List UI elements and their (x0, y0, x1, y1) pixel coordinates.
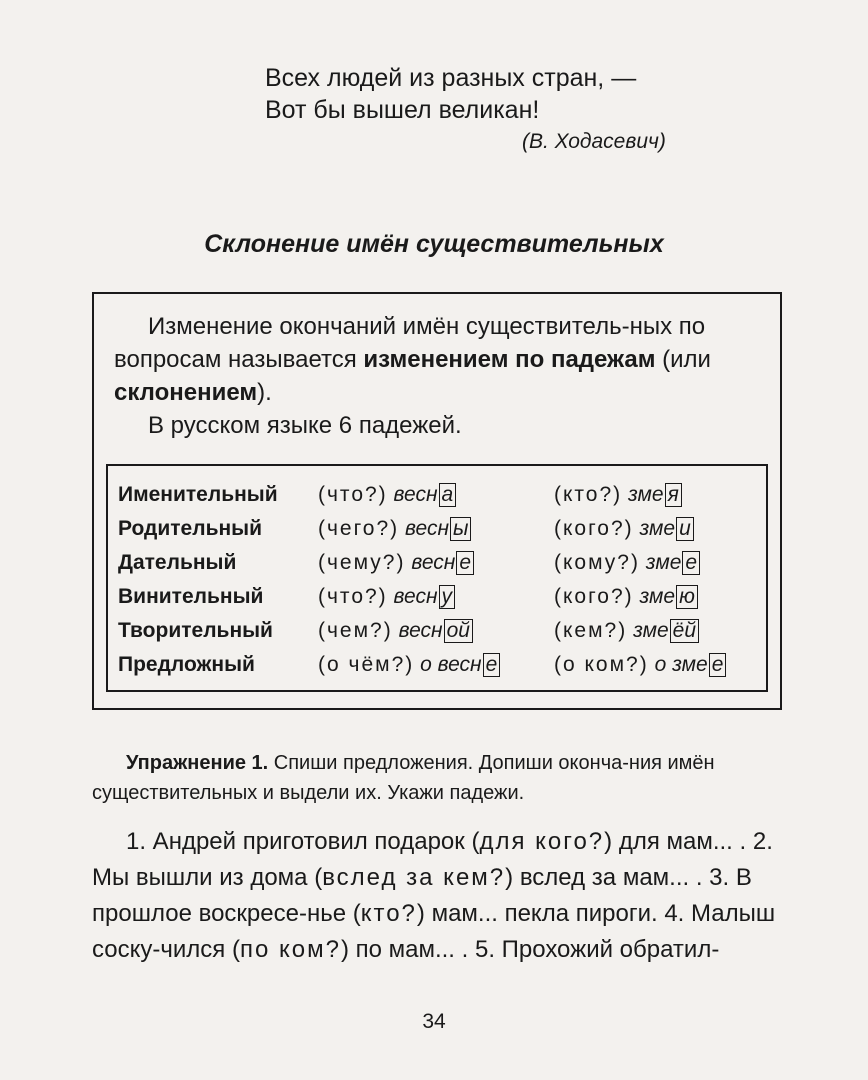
case-question: (кого?) (554, 585, 634, 608)
case-example-2 (554, 619, 699, 643)
case-name: Творительный (118, 619, 273, 642)
case-ending: и (676, 517, 694, 541)
case-example-2 (554, 551, 700, 575)
case-row-accusative (108, 582, 768, 616)
case-example-2 (554, 517, 694, 541)
case-word: весн (405, 517, 450, 540)
case-word: зме (633, 619, 669, 642)
case-ending: а (439, 483, 457, 507)
case-name: Именительный (118, 483, 278, 506)
case-row-nominative (108, 480, 768, 514)
case-row-genitive (108, 514, 768, 548)
case-question: (чего?) (318, 517, 400, 540)
case-example-1 (318, 483, 456, 507)
case-ending: у (439, 585, 456, 609)
case-ending: е (456, 551, 474, 575)
section-heading: Склонение имён существительных (204, 230, 664, 258)
case-example-2 (554, 585, 698, 609)
case-example-1 (318, 517, 471, 541)
case-word: о весн (420, 653, 482, 676)
exercise-sentences (92, 824, 782, 968)
case-question: (что?) (318, 483, 388, 506)
case-question: (кого?) (554, 517, 634, 540)
exercise-label: Упражнение 1. (126, 752, 269, 774)
sentence-part: ) мам... пекла пироги. 4. Малыш соску-чился ( (92, 900, 776, 963)
poem-line-2: Вот бы вышел великан! (265, 96, 540, 124)
page-number: 34 (422, 1010, 446, 1033)
case-word: весн (393, 483, 438, 506)
rule-text-d: ). (257, 379, 272, 406)
case-example-1 (318, 551, 474, 575)
case-question: (чему?) (318, 551, 406, 574)
sentence-part: ) для мам... . 2. Мы вышли из дома ( (92, 828, 773, 891)
sentence-question: кто? (360, 900, 417, 927)
case-name: Винительный (118, 585, 264, 608)
cases-table (106, 464, 768, 692)
rule-text-c: (или (662, 346, 711, 373)
case-example-2 (554, 483, 682, 507)
case-question: (кто?) (554, 483, 623, 506)
rule-term-declension-cases: изменением по падежам (363, 346, 656, 373)
case-example-1 (318, 619, 473, 643)
sentences-text (92, 824, 782, 968)
rule-text (114, 310, 764, 442)
case-question: (что?) (318, 585, 388, 608)
rule-term-declension: склонением (114, 379, 258, 406)
case-name: Дательный (118, 551, 237, 574)
sentence-part: ) вслед за мам... . 3. В прошлое воскресе-нье ( (92, 864, 752, 927)
case-ending: е (682, 551, 700, 575)
case-word: зме (628, 483, 664, 506)
case-question: (чем?) (318, 619, 393, 642)
poem (265, 62, 636, 126)
case-question: (кем?) (554, 619, 628, 642)
case-ending: ой (444, 619, 473, 643)
case-ending: е (709, 653, 727, 677)
rule-box (92, 292, 782, 710)
case-name: Родительный (118, 517, 263, 540)
case-row-prepositional (108, 650, 768, 684)
case-word: зме (639, 585, 676, 608)
case-ending: ёй (670, 619, 699, 643)
exercise-task: Спиши предложения. Допиши оконча-ния имён существительных и выдели их. Укажи падежи. (92, 752, 715, 804)
case-word: зме (639, 517, 676, 540)
case-ending: я (665, 483, 682, 507)
case-example-1 (318, 585, 455, 609)
case-row-dative (108, 548, 768, 582)
poem-line-1: Всех людей из разных стран, — (265, 64, 637, 92)
case-row-instrumental (108, 616, 768, 650)
case-question: (кому?) (554, 551, 640, 574)
case-word: о зме (654, 653, 708, 676)
poem-author: (В. Ходасевич) (522, 130, 666, 153)
case-word: весн (393, 585, 438, 608)
case-ending: ю (676, 585, 698, 609)
case-ending: ы (450, 517, 471, 541)
case-question: (о ком?) (554, 653, 649, 676)
case-example-2 (554, 653, 726, 677)
case-word: весн (398, 619, 443, 642)
sentence-question: по ком? (239, 936, 341, 963)
sentence-question: для кого? (479, 828, 605, 855)
case-word: зме (645, 551, 682, 574)
rule-paragraph-1 (114, 310, 764, 409)
case-question: (о чём?) (318, 653, 415, 676)
case-word: весн (411, 551, 456, 574)
sentence-part: 1. Андрей приготовил подарок ( (126, 828, 480, 855)
exercise-instructions (92, 748, 782, 808)
sentence-part: ) по мам... . 5. Прохожий обратил- (340, 936, 720, 963)
sentence-question: вслед за кем? (322, 864, 506, 891)
exercise-text (92, 748, 782, 808)
case-name: Предложный (118, 653, 255, 676)
rule-paragraph-2: В русском языке 6 падежей. (148, 412, 462, 439)
rule-text-a: Изменение окончаний имён существитель-ных по вопросам называется (114, 313, 706, 373)
case-ending: е (483, 653, 501, 677)
case-example-1 (318, 653, 500, 677)
